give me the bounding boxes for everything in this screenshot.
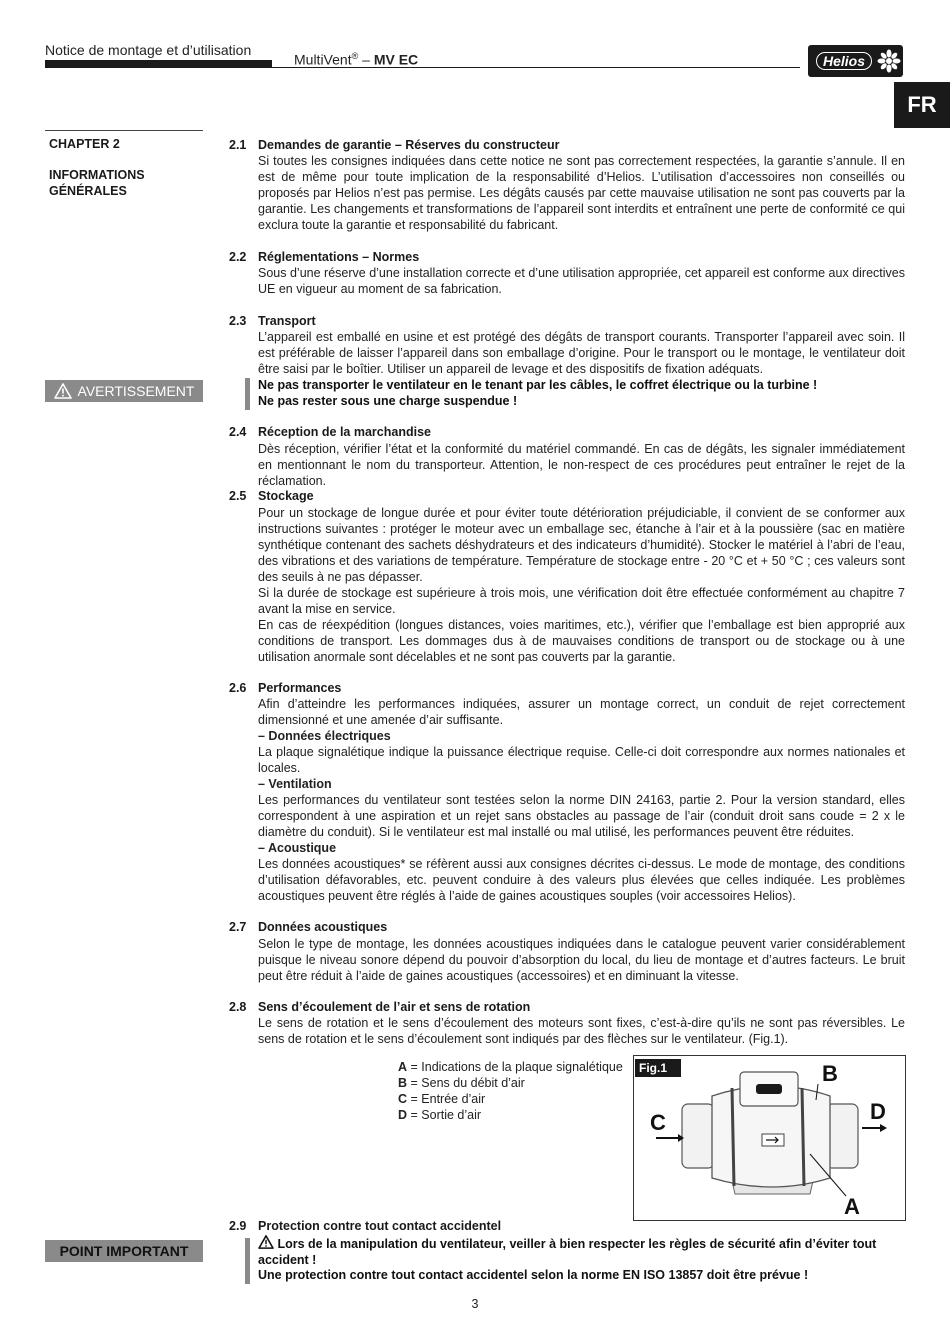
- section-title: Protection contre tout contact accidentel: [258, 1219, 502, 1233]
- warning-badge: [45, 380, 203, 402]
- paragraph: Les données acoustiques* se réfèrent aussi aux consignes décrites ci-dessus. Le mode de montage, des conditions d’utilisation défavorables, etc. peuvent conduire à des valeurs plus élevées que celles indiquée. Les problèmes acoustiques peuvent être réglés à l’aide de gaines acoustiques souples (voir accessoires Helios).: [258, 857, 905, 903]
- warning-text: [258, 1235, 905, 1268]
- subheading: – Acoustique: [258, 841, 337, 855]
- section-title: Réglementations – Normes: [258, 250, 420, 264]
- section-number: 2.3: [229, 314, 247, 328]
- section-title: Réception de la marchandise: [258, 425, 431, 439]
- paragraph: La plaque signalétique indique la puissance électrique requise. Celle-ci doit correspondre aux normes nationales et locales.: [258, 745, 905, 775]
- paragraph: En cas de réexpédition (longues distances, voies maritimes, etc.), vérifier que l’emballage est bien approprié aux conditions de transport. Les dommages dus à de mauvaises conditions de transport ou de stockage ou à une utilisation anormale sont décelables et ne sont pas couverts par la garantie.: [258, 618, 905, 664]
- figure-fan-diagram: [633, 1055, 906, 1221]
- section-number: 2.9: [229, 1219, 247, 1233]
- warning-icon: [54, 383, 72, 399]
- section-title: Sens d’écoulement de l’air et sens de rotation: [258, 1000, 531, 1014]
- section-title: Performances: [258, 681, 342, 695]
- product-prefix: MultiVent: [294, 51, 352, 68]
- legend-item: D = Sortie d’air: [398, 1108, 482, 1122]
- section-text: [258, 505, 905, 665]
- label-d: D: [870, 1099, 886, 1124]
- warning-label: AVERTISSEMENT: [77, 383, 195, 399]
- warning-text: Une protection contre tout contact accidentel selon la norme EN ISO 13857 doit être prévue !: [258, 1268, 809, 1282]
- legend-item: B = Sens du débit d’air: [398, 1076, 525, 1090]
- subheading: – Ventilation: [258, 777, 332, 791]
- product-separator: –: [358, 51, 374, 68]
- section-number: 2.5: [229, 489, 247, 503]
- warning-text: Ne pas rester sous une charge suspendue !: [258, 394, 518, 408]
- product-model: MV EC: [373, 51, 419, 68]
- warning-bar: [245, 378, 250, 410]
- chapter-title-line-1: INFORMATIONS: [49, 168, 145, 182]
- chapter-title-line-2: GÉNÉRALES: [49, 184, 127, 198]
- warning-sentence: Lors de la manipulation du ventilateur, veiller à bien respecter les règles de sécurité afin d’éviter tout accident !: [258, 1237, 877, 1267]
- figure-legend: [398, 1059, 623, 1123]
- helios-logo: [808, 45, 903, 77]
- figure-label: Fig.1: [635, 1059, 681, 1077]
- section-text: [258, 696, 905, 904]
- section-text: Si toutes les consignes indiquées dans cette notice ne sont pas correctement respectées, la garantie s’annule. Il en est de même pour toute implication de la responsabilité d’Helios. L’utilisation d’accessoires non conseillés ou proposés par Helios n’est pas permise. Les dégâts causés par cette mauvaise utilisation ne sont pas couverts par la garantie. Les changements et transformations de l’appareil sont interdits et entraînent une perte de conformité ce qui exclura toute la garantie et responsabilité du fabricant.: [258, 154, 905, 232]
- section-number: 2.6: [229, 681, 247, 695]
- page-number: 3: [471, 1297, 479, 1311]
- section-text: L’appareil est emballé en usine et est protégé des dégâts de transport courants. Transporter l’appareil avec soin. Il est préférable de laisser l’appareil dans son emballage d’origine. Pour le transport ou le montage, le ventilateur doit être saisi par le boîtier. Utiliser un appareil de levage et des dispositifs de fixation adéquats.: [258, 330, 905, 376]
- section-text: Dès réception, vérifier l’état et la conformité du matériel commandé. En cas de dégâts, les signaler immédiatement en mentionnant le nom du transporteur. Attention, le non-respect de ces procédures peut entraîner le rejet de la réclamation.: [258, 442, 905, 488]
- section-title: Stockage: [258, 489, 314, 503]
- paragraph: Pour un stockage de longue durée et pour éviter toute détérioration préjudiciable, il convient de se conformer aux instructions suivantes : protéger le moteur avec un emballage sec, étanche à l’air et à la poussière (sac en matière synthétique contenant des sachets déshydrateurs et des indicateurs d’humidité). Stocker le matériel à l’abri de l’eau, des vibrations et des variations de température. Température de stockage entre - 20 °C et + 50 °C ; ces valeurs sont des seuils à ne pas dépasser.: [258, 506, 905, 584]
- section-number: 2.4: [229, 425, 247, 439]
- section-text: Le sens de rotation et le sens d’écoulement des moteurs sont fixes, c’est-à-dire qu’ils ne sont pas réversibles. Le sens de rotation et le sens d’écoulement sont indiqués par des flèches sur le ventilateur. (Fig.1).: [258, 1016, 905, 1046]
- section-number: 2.2: [229, 250, 247, 264]
- label-c: C: [650, 1110, 666, 1135]
- section-number: 2.8: [229, 1000, 247, 1014]
- legend-item: A = Indications de la plaque signalétique: [398, 1060, 623, 1074]
- label-b: B: [822, 1061, 838, 1086]
- section-title: Transport: [258, 314, 316, 328]
- paragraph: Les performances du ventilateur sont testées selon la norme DIN 24163, partie 2. Pour la version standard, elles correspondent à une aspiration et un rejet sans obstacles au passage de l’air (conduit droit sans coude = 2 x le diamètre du conduit). Si le ventilateur est mal installé ou mal utilisé, les performances peuvent être réduites.: [258, 793, 905, 839]
- section-number: 2.1: [229, 138, 247, 152]
- important-badge: POINT IMPORTANT: [45, 1240, 203, 1262]
- section-title: Demandes de garantie – Réserves du constructeur: [258, 138, 560, 152]
- paragraph: Si la durée de stockage est supérieure à trois mois, une vérification doit être effectuée conformément au chapitre 7 avant la mise en service.: [258, 586, 905, 616]
- subheading: – Données électriques: [258, 729, 391, 743]
- paragraph: Afin d’atteindre les performances indiquées, assurer un montage correct, un conduit de rejet correctement dimensionné et une amenée d’air suffisante.: [258, 697, 905, 727]
- logo-text: Helios: [816, 52, 872, 70]
- warning-text: Ne pas transporter le ventilateur en le tenant par les câbles, le coffret électrique ou la turbine !: [258, 378, 818, 392]
- document-type: Notice de montage et d’utilisation: [45, 42, 252, 58]
- label-a: A: [844, 1194, 860, 1219]
- legend-item: C = Entrée d’air: [398, 1092, 486, 1106]
- fan-icon: [877, 49, 901, 73]
- language-tab: FR: [894, 82, 950, 128]
- warning-bar: [245, 1238, 250, 1284]
- section-number: 2.7: [229, 920, 247, 934]
- fan-illustration: [634, 1056, 905, 1220]
- product-name: [294, 51, 418, 68]
- section-text: Selon le type de montage, les données acoustiques indiquées dans le catalogue peuvent varier considérablement puisque le niveau sonore dépend du pouvoir d’absorption du local, du lieu de montage et d’autres facteurs. Le bruit peut être réduit à l’aide de gaines acoustiques (accessoires) et en diminuant la vitesse.: [258, 937, 905, 983]
- section-text: Sous d’une réserve d’une installation correcte et d’une utilisation appropriée, cet appareil est conforme aux directives UE en vigueur au moment de sa fabrication.: [258, 266, 905, 296]
- sidebar-rule: [45, 130, 203, 131]
- registered-mark: ®: [351, 51, 359, 61]
- chapter-label: CHAPTER 2: [49, 137, 120, 151]
- warning-icon: [258, 1235, 274, 1249]
- header-bar: [45, 60, 272, 68]
- section-title: Données acoustiques: [258, 920, 388, 934]
